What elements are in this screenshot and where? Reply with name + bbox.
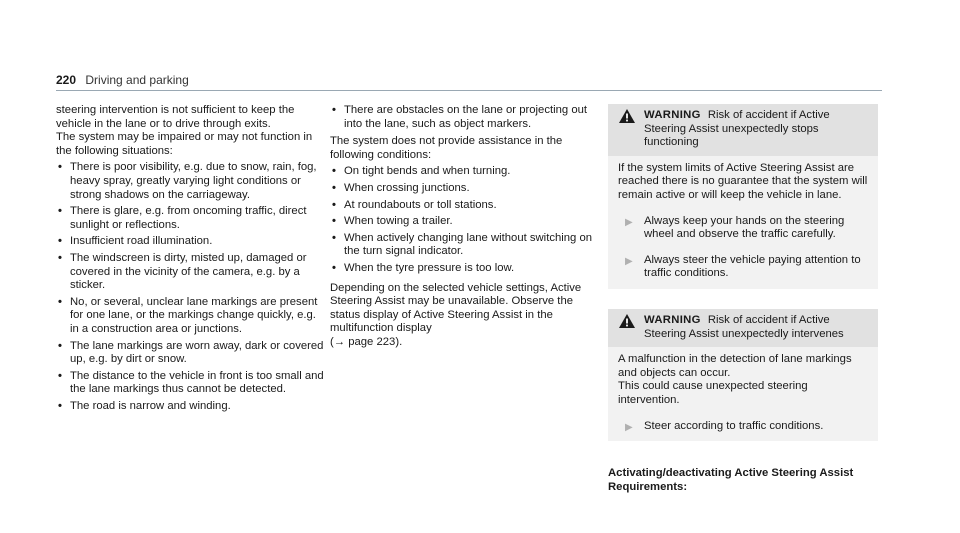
list-item: • Insufficient road illumination. — [58, 235, 213, 248]
lead-text: The system may be impaired or may not function in the following situations: — [56, 131, 313, 157]
obstacle-list — [330, 104, 595, 131]
play-arrow-icon: ▶ — [625, 421, 633, 433]
conditions-list — [330, 165, 595, 275]
list-item: • At roundabouts or toll stations. — [332, 198, 497, 211]
warning-title: Risk of accident if Active Steering Assist unexpectedly stops functioning — [644, 109, 830, 149]
play-arrow-icon: ▶ — [625, 216, 633, 228]
list-item: • The windscreen is dirty, misted up, damaged or covered in the vicinity of the camera, e.g. by a sticker. — [58, 251, 307, 292]
warning-label: WARNING — [644, 109, 701, 121]
play-arrow-icon: ▶ — [625, 255, 633, 267]
warning-triangle-icon — [618, 108, 636, 124]
column-left — [56, 104, 326, 416]
warning-header — [608, 309, 878, 347]
bullet-icon: • — [58, 161, 62, 174]
warning-triangle-icon — [618, 313, 636, 329]
instruction-item: ▶ Steer according to traffic conditions. — [625, 419, 824, 433]
requirements-label: Requirements: — [608, 480, 688, 493]
bullet-icon: • — [332, 104, 336, 116]
bullet-icon: • — [332, 261, 336, 274]
bullet-icon: • — [332, 215, 336, 228]
page-header — [56, 73, 189, 87]
warning-body — [608, 156, 878, 289]
instruction-item: ▶ Always steer the vehicle paying attention to traffic conditions. — [625, 253, 861, 280]
section-title: Driving and parking — [85, 73, 189, 87]
page-reference-link[interactable]: (→ page 223). — [330, 335, 403, 348]
warning-text: A malfunction in the detection of lane markings and objects can occur. — [618, 353, 852, 379]
page-number: 220 — [56, 73, 77, 87]
list-item: • There is glare, e.g. from oncoming traffic, direct sunlight or reflections. — [58, 205, 307, 231]
list-item: • There are obstacles on the lane or projecting out into the lane, such as object markers. — [332, 104, 588, 130]
bullet-icon: • — [332, 165, 336, 178]
intro-text: steering intervention is not sufficient to keep the vehicle in the lane or to drive through exits. — [56, 104, 295, 130]
list-item: • On tight bends and when turning. — [332, 165, 511, 178]
warning-box-intervenes — [608, 309, 878, 441]
bullet-icon: • — [332, 181, 336, 194]
warning-text: This could cause unexpected steering intervention. — [618, 380, 808, 406]
bullet-icon: • — [58, 399, 62, 412]
bullet-icon: • — [58, 235, 62, 248]
header-divider — [56, 90, 882, 91]
warning-text: If the system limits of Active Steering Assist are reached there is no guarantee that the system will remain active or will keep the vehicle in lane. — [618, 161, 868, 201]
lead-text: The system does not provide assistance in the following conditions: — [330, 135, 563, 161]
section-heading: Activating/deactivating Active Steering Assist Requirements: — [608, 467, 878, 494]
list-item: • When towing a trailer. — [332, 215, 453, 228]
bullet-icon: • — [58, 295, 62, 308]
warning-title: Risk of accident if Active Steering Assist unexpectedly intervenes — [644, 313, 844, 340]
warning-header — [608, 104, 878, 156]
warning-body — [608, 347, 878, 441]
list-item: • The lane markings are worn away, dark or covered up, e.g. by dirt or snow. — [58, 339, 324, 366]
warning-label: WARNING — [644, 313, 701, 326]
bullet-icon: • — [58, 369, 62, 382]
bullet-icon: • — [58, 205, 62, 218]
column-right — [608, 104, 878, 494]
bullet-icon: • — [332, 231, 336, 244]
column-middle — [330, 104, 595, 350]
instruction-item: ▶ Always keep your hands on the steering wheel and observe the traffic carefully. — [625, 214, 845, 241]
bullet-icon: • — [58, 251, 62, 264]
list-item: • The distance to the vehicle in front is too small and the lane markings thus cannot be detected. — [58, 369, 324, 396]
bullet-icon: • — [332, 198, 336, 211]
limitations-list — [56, 161, 326, 413]
list-item: • No, or several, unclear lane markings are present for one lane, or the markings change quickly, e.g. in a construction area or junctions. — [58, 295, 318, 335]
list-item: • When actively changing lane without switching on the turn signal indicator. — [332, 231, 593, 258]
warning-box-stops — [608, 104, 878, 289]
closing-text: Depending on the selected vehicle settings, Active Steering Assist may be unavailable. Observe the status display of Active Steering Assist in the multifunction display (→ page 223). — [330, 281, 582, 348]
list-item: • There is poor visibility, e.g. due to snow, rain, fog, heavy spray, greatly varying light conditions or strong shadows on the carriageway. — [58, 161, 317, 201]
list-item: • When crossing junctions. — [332, 181, 470, 194]
list-item: • When the tyre pressure is too low. — [332, 261, 515, 274]
list-item: • The road is narrow and winding. — [58, 399, 231, 412]
bullet-icon: • — [58, 339, 62, 352]
